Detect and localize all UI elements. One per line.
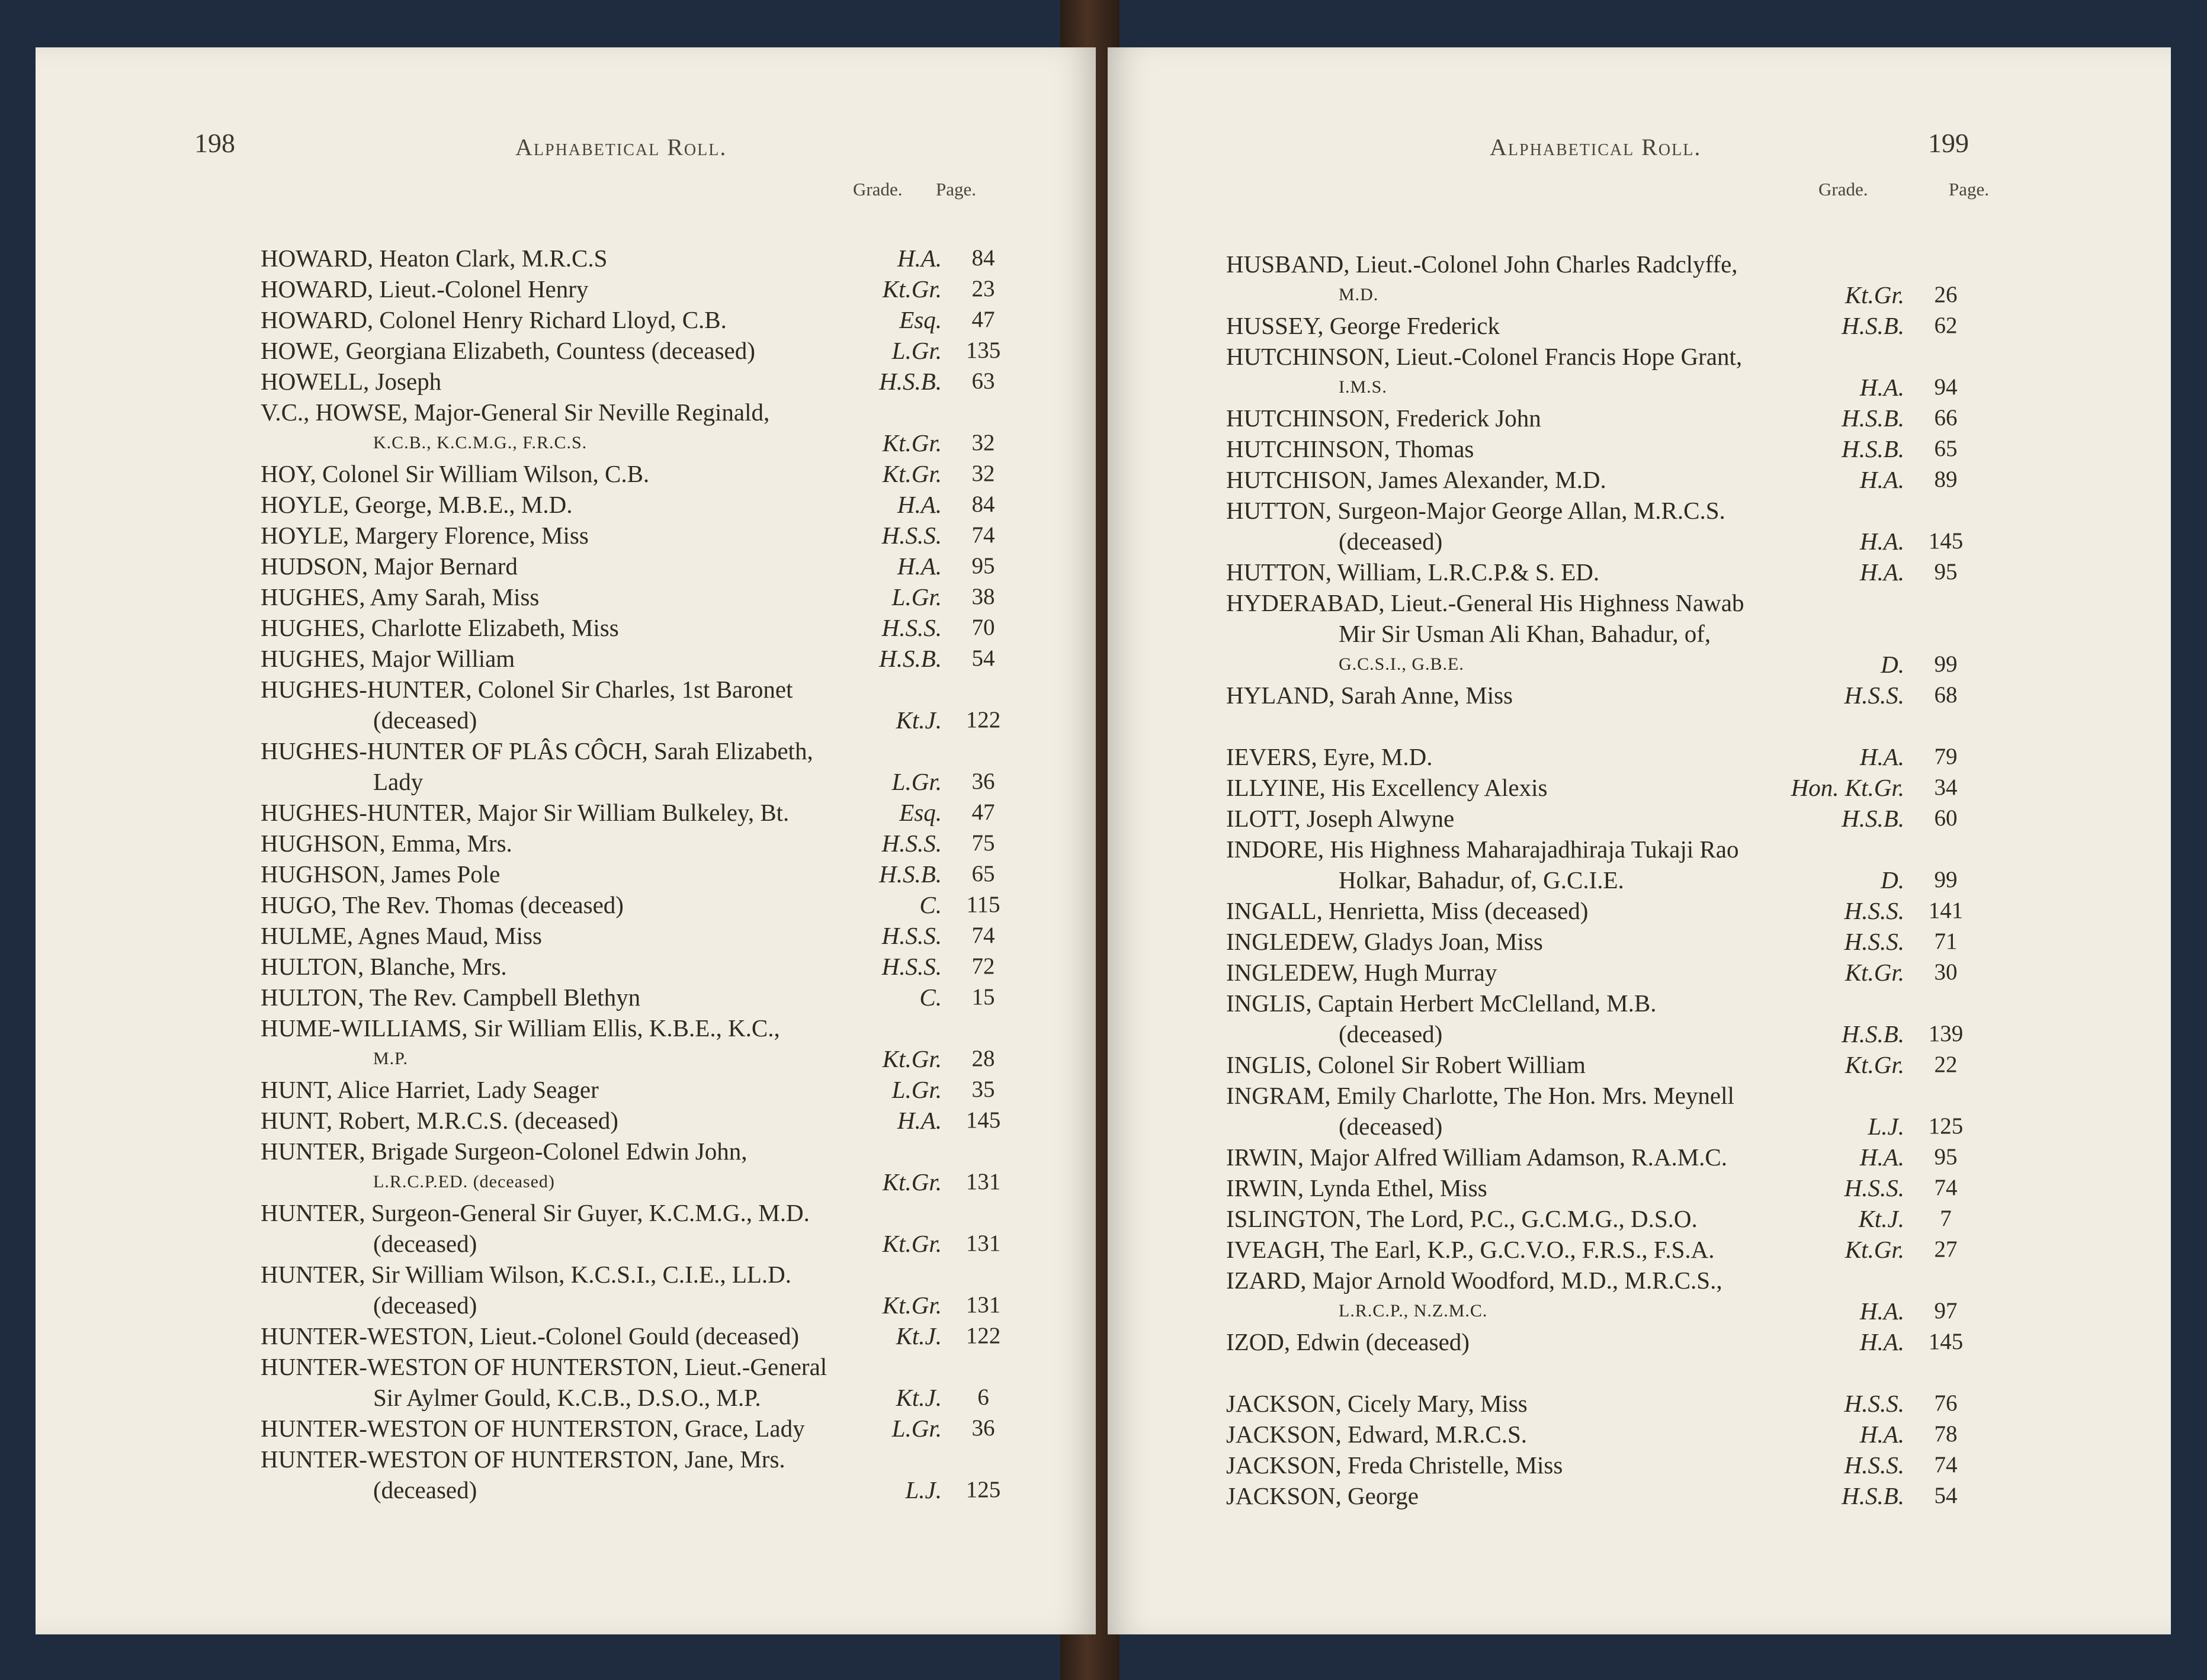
entry-page: 115 — [966, 892, 1000, 917]
list-item — [36, 643, 1042, 674]
entry-grade: H.S.S. — [1844, 928, 1904, 955]
list-item — [1108, 1265, 2032, 1296]
list-item — [36, 274, 1042, 304]
entry-page: 47 — [971, 799, 995, 825]
entry-text: IZOD, Edwin (deceased) — [1226, 1328, 1470, 1355]
entry-text: HOY, Colonel Sir William Wilson, C.B. — [261, 460, 650, 487]
entry-grade: H.S.B. — [879, 645, 942, 672]
entry-text: IRWIN, Major Alfred William Adamson, R.A.M.C. — [1226, 1143, 1728, 1171]
entry-text: INGLEDEW, Hugh Murray — [1226, 959, 1497, 986]
entry-grade: H.S.B. — [1842, 435, 1904, 462]
list-item — [36, 520, 1042, 551]
entry-page: 27 — [1934, 1236, 1958, 1262]
entry-text: ILOTT, Joseph Alwyne — [1226, 805, 1455, 832]
entry-grade: H.S.S. — [1844, 897, 1904, 924]
entry-page: 66 — [1934, 405, 1958, 431]
entry-grade: H.S.S. — [1844, 1451, 1904, 1479]
entry-text: HUSSEY, George Frederick — [1226, 312, 1500, 339]
entry-page: 75 — [971, 830, 995, 856]
entry-text: HUME-WILLIAMS, Sir William Ellis, K.B.E., K.C., — [261, 1014, 780, 1042]
entry-page: 26 — [1934, 282, 1958, 307]
entry-text: G.C.S.I., G.B.E. — [1339, 654, 1464, 674]
entry-page: 47 — [971, 307, 995, 332]
list-item — [1108, 803, 2032, 834]
entry-text: HUNT, Robert, M.R.C.S. (deceased) — [261, 1107, 618, 1134]
entry-text: HUNTER, Brigade Surgeon-Colonel Edwin John, — [261, 1138, 748, 1165]
entry-grade: Kt.Gr. — [882, 1292, 942, 1319]
entry-grade: Kt.Gr. — [882, 1230, 942, 1257]
list-item — [1108, 834, 2032, 865]
entry-grade: C. — [919, 984, 942, 1011]
entry-grade: Kt.Gr. — [882, 429, 942, 457]
entry-grade: H.S.S. — [881, 953, 942, 980]
entry-grade: Kt.Gr. — [882, 460, 942, 487]
entry-text: INDORE, His Highness Maharajadhiraja Tukaji Rao — [1226, 836, 1739, 863]
entry-page: 131 — [965, 1292, 1001, 1318]
list-item — [36, 1413, 1042, 1444]
entry-page: 32 — [971, 430, 995, 455]
entry-page: 131 — [965, 1231, 1001, 1256]
list-item — [36, 1321, 1042, 1351]
entry-page: 122 — [965, 707, 1001, 733]
list-item — [36, 1167, 1042, 1197]
list-item — [1108, 1173, 2032, 1203]
entry-text: HUNT, Alice Harriet, Lady Seager — [261, 1076, 599, 1103]
entry-text: HUGHSON, James Pole — [261, 860, 501, 888]
entry-grade: H.A. — [1859, 1143, 1904, 1171]
entry-text: HUSBAND, Lieut.-Colonel John Charles Radclyffe, — [1226, 250, 1738, 278]
entry-grade: H.S.B. — [1842, 1482, 1904, 1509]
entry-text: HOWELL, Joseph — [261, 368, 442, 395]
entry-text: INGLEDEW, Gladys Joan, Miss — [1226, 928, 1543, 955]
entry-text: HOYLE, Margery Florence, Miss — [261, 522, 589, 549]
entry-page: 36 — [971, 1415, 995, 1441]
list-item — [1108, 1419, 2032, 1450]
list-item — [36, 982, 1042, 1013]
entry-page: 65 — [1934, 436, 1958, 461]
entry-grade: H.A. — [1859, 1328, 1904, 1355]
entry-text: I.M.S. — [1339, 377, 1387, 397]
entry-grade: H.A. — [1859, 466, 1904, 493]
list-item — [1108, 310, 2032, 341]
entry-text: M.P. — [373, 1049, 409, 1068]
list-item — [1108, 1326, 2032, 1357]
entry-text: L.R.C.P.ED. (deceased) — [373, 1172, 555, 1191]
list-item — [1108, 341, 2032, 372]
list-item — [36, 304, 1042, 335]
list-item — [36, 1351, 1042, 1382]
entry-grade: L.Gr. — [891, 768, 942, 795]
entry-grade: H.A. — [1859, 1297, 1904, 1325]
entry-grade: Kt.J. — [896, 1384, 942, 1411]
list-item — [1108, 865, 2032, 895]
entry-text: (deceased) — [373, 1292, 477, 1319]
entry-text: HULTON, The Rev. Campbell Blethyn — [261, 984, 641, 1011]
entry-page: 72 — [971, 953, 995, 979]
entry-grade: H.A. — [1859, 558, 1904, 586]
list-item — [36, 1228, 1042, 1259]
entry-page: 60 — [1934, 805, 1958, 831]
list-item — [1108, 464, 2032, 495]
entry-grade: D. — [1881, 866, 1904, 894]
list-item — [1108, 957, 2032, 988]
entry-grade: L.Gr. — [891, 1076, 942, 1103]
entry-text: Holkar, Bahadur, of, G.C.I.E. — [1339, 866, 1624, 894]
entry-page: 36 — [971, 769, 995, 794]
list-item — [36, 335, 1042, 366]
entry-text: JACKSON, George — [1226, 1482, 1419, 1509]
entry-text: IZARD, Major Arnold Woodford, M.D., M.R.C.S., — [1226, 1267, 1722, 1294]
list-item — [1108, 926, 2032, 957]
entry-page: 6 — [977, 1385, 989, 1410]
entry-text: (deceased) — [1339, 1020, 1443, 1048]
list-item — [1108, 1049, 2032, 1080]
entry-text: HYDERABAD, Lieut.-General His Highness Nawab — [1226, 589, 1744, 616]
list-item — [1108, 1450, 2032, 1480]
list-item — [1108, 741, 2032, 772]
entry-text: (deceased) — [373, 1476, 477, 1504]
list-item — [1108, 587, 2032, 618]
entry-page: 99 — [1934, 867, 1958, 892]
list-item — [36, 366, 1042, 397]
list-item — [1108, 1357, 2032, 1388]
entry-page: 78 — [1934, 1421, 1958, 1447]
entry-page: 54 — [971, 645, 995, 671]
entry-text: HOWARD, Colonel Henry Richard Lloyd, C.B. — [261, 306, 727, 333]
entry-page: 74 — [971, 923, 995, 948]
entry-page: 84 — [971, 492, 995, 517]
entry-page: 122 — [965, 1323, 1001, 1348]
list-item — [1108, 433, 2032, 464]
list-item — [36, 674, 1042, 705]
entry-page: 76 — [1934, 1390, 1958, 1416]
entry-page: 99 — [1934, 651, 1958, 677]
entry-page: 145 — [1928, 528, 1964, 554]
entry-text: HUGHES-HUNTER, Colonel Sir Charles, 1st Baronet — [261, 676, 793, 703]
entry-grade: Esq. — [899, 799, 942, 826]
entry-page: 145 — [1928, 1329, 1964, 1354]
entry-grade: Kt.J. — [1858, 1205, 1904, 1232]
entry-page: 97 — [1934, 1298, 1958, 1324]
entry-grade: L.Gr. — [891, 337, 942, 364]
entry-grade: C. — [919, 891, 942, 918]
entry-grade: Kt.Gr. — [882, 1045, 942, 1072]
entry-text: HUGHES-HUNTER, Major Sir William Bulkeley, Bt. — [261, 799, 790, 826]
entry-text: IEVERS, Eyre, M.D. — [1226, 743, 1433, 770]
entry-text: HYLAND, Sarah Anne, Miss — [1226, 682, 1513, 709]
entry-grade: Kt.J. — [896, 706, 942, 734]
grade-column-heading: Grade. — [853, 179, 903, 200]
entry-grade: Kt.Gr. — [1844, 959, 1904, 986]
list-item — [36, 1444, 1042, 1475]
list-item — [36, 1013, 1042, 1043]
entry-text: K.C.B., K.C.M.G., F.R.C.S. — [373, 433, 588, 452]
entry-text: IRWIN, Lynda Ethel, Miss — [1226, 1174, 1487, 1202]
entry-grade: Kt.J. — [896, 1322, 942, 1350]
entry-text: HUNTER, Sir William Wilson, K.C.S.I., C.I.E., LL.D. — [261, 1261, 792, 1288]
entry-text: HOWARD, Heaton Clark, M.R.C.S — [261, 245, 608, 272]
list-item — [36, 920, 1042, 951]
entry-text: HUGHES-HUNTER OF PLÂS CÔCH, Sarah Elizabeth, — [261, 737, 813, 764]
list-item — [36, 1259, 1042, 1290]
entry-grade: L.J. — [1868, 1113, 1904, 1140]
entry-grade: Kt.Gr. — [1844, 281, 1904, 309]
list-item — [1108, 1019, 2032, 1049]
entry-grade: H.A. — [1859, 1421, 1904, 1448]
entry-grade: H.A. — [897, 491, 942, 518]
entry-list — [1108, 47, 2171, 1634]
list-item — [1108, 495, 2032, 526]
entry-grade: H.S.S. — [881, 830, 942, 857]
entry-grade: Kt.Gr. — [882, 275, 942, 303]
entry-text: HUTCHINSON, Thomas — [1226, 435, 1474, 462]
list-item — [1108, 249, 2032, 280]
right-page — [1108, 47, 2171, 1634]
list-item — [36, 1043, 1042, 1074]
entry-page: 79 — [1934, 744, 1958, 769]
entry-grade: H.S.B. — [1842, 404, 1904, 432]
entry-text: HOWARD, Lieut.-Colonel Henry — [261, 275, 589, 303]
entry-text: HULTON, Blanche, Mrs. — [261, 953, 507, 980]
entry-text: HUNTER, Surgeon-General Sir Guyer, K.C.M.G., M.D. — [261, 1199, 810, 1226]
list-item — [36, 1290, 1042, 1321]
entry-text: JACKSON, Freda Christelle, Miss — [1226, 1451, 1563, 1479]
entry-grade: Esq. — [899, 306, 942, 333]
entry-page: 23 — [971, 276, 995, 301]
entry-page: 131 — [965, 1169, 1001, 1194]
entry-page: 141 — [1928, 898, 1964, 923]
entry-text: HUGHES, Amy Sarah, Miss — [261, 583, 540, 611]
entry-grade: H.S.B. — [1842, 1020, 1904, 1048]
entry-text: (deceased) — [1339, 528, 1443, 555]
entry-text: Lady — [373, 768, 424, 795]
entry-page: 125 — [1928, 1113, 1964, 1139]
list-item — [1108, 280, 2032, 310]
entry-grade: H.A. — [1859, 528, 1904, 555]
list-item — [1108, 618, 2032, 649]
entry-text: Sir Aylmer Gould, K.C.B., D.S.O., M.P. — [373, 1384, 761, 1411]
entry-text: HUNTER-WESTON OF HUNTERSTON, Grace, Lady — [261, 1415, 805, 1442]
entry-page: 32 — [971, 461, 995, 486]
list-item — [36, 705, 1042, 735]
entry-page: 95 — [971, 553, 995, 579]
list-item — [1108, 1080, 2032, 1111]
entry-text: (deceased) — [1339, 1113, 1443, 1140]
list-item — [1108, 1296, 2032, 1326]
list-item — [36, 1074, 1042, 1105]
entry-grade: H.A. — [897, 245, 942, 272]
entry-grade: L.J. — [905, 1476, 942, 1504]
list-item — [1108, 1111, 2032, 1142]
entry-page: 7 — [1940, 1206, 1952, 1231]
entry-page: 54 — [1934, 1483, 1958, 1508]
entry-text: HUGHES, Charlotte Elizabeth, Miss — [261, 614, 619, 641]
list-item — [1108, 649, 2032, 680]
entry-text: (deceased) — [373, 1230, 477, 1257]
entry-list — [36, 47, 1096, 1634]
page-column-heading: Page. — [1949, 179, 1990, 200]
list-item — [36, 828, 1042, 859]
entry-page: 68 — [1934, 682, 1958, 708]
page-number: 199 — [1928, 128, 1969, 158]
entry-text: JACKSON, Cicely Mary, Miss — [1226, 1390, 1528, 1417]
entry-text: INGALL, Henrietta, Miss (deceased) — [1226, 897, 1589, 924]
entry-text: HUGO, The Rev. Thomas (deceased) — [261, 891, 624, 918]
entry-text: HUTCHISON, James Alexander, M.D. — [1226, 466, 1606, 493]
entry-grade: H.S.B. — [879, 860, 942, 888]
entry-text: INGLIS, Captain Herbert McClelland, M.B. — [1226, 990, 1657, 1017]
entry-grade: H.S.B. — [879, 368, 942, 395]
list-item — [1108, 772, 2032, 803]
list-item — [36, 243, 1042, 274]
entry-page: 135 — [965, 338, 1001, 363]
entry-grade: H.A. — [1859, 374, 1904, 401]
entry-text: HUTTON, Surgeon-Major George Allan, M.R.C.S. — [1226, 497, 1725, 524]
entry-grade: H.S.S. — [881, 922, 942, 949]
entry-grade: H.S.S. — [881, 522, 942, 549]
list-item — [36, 889, 1042, 920]
entry-page: 34 — [1934, 775, 1958, 800]
entry-text: ILLYINE, His Excellency Alexis — [1226, 774, 1548, 801]
page-column-heading: Page. — [936, 179, 977, 200]
list-item — [36, 1197, 1042, 1228]
entry-text: L.R.C.P., N.Z.M.C. — [1339, 1301, 1488, 1321]
grade-column-heading: Grade. — [1818, 179, 1868, 200]
entry-grade: H.S.B. — [1842, 805, 1904, 832]
list-item — [36, 766, 1042, 797]
running-header: Alphabetical Roll. — [1490, 134, 1702, 160]
entry-text: HUTCHINSON, Lieut.-Colonel Francis Hope Grant, — [1226, 343, 1743, 370]
list-item — [36, 551, 1042, 582]
entry-text: JACKSON, Edward, M.R.C.S. — [1226, 1421, 1527, 1448]
list-item — [36, 1475, 1042, 1505]
entry-page: 70 — [971, 615, 995, 640]
entry-grade: Hon. Kt.Gr. — [1791, 774, 1904, 801]
entry-text: HUGHSON, Emma, Mrs. — [261, 830, 512, 857]
entry-text: M.D. — [1339, 285, 1379, 304]
list-item — [1108, 1480, 2032, 1511]
entry-page: 139 — [1928, 1021, 1964, 1046]
entry-page: 30 — [1934, 959, 1958, 985]
entry-text: HUNTER-WESTON OF HUNTERSTON, Lieut.-General — [261, 1353, 827, 1380]
entry-page: 125 — [965, 1477, 1001, 1502]
entry-text: (deceased) — [373, 706, 477, 734]
entry-grade: D. — [1881, 651, 1904, 678]
list-item — [36, 859, 1042, 889]
page-number: 198 — [194, 128, 235, 158]
entry-grade: H.A. — [1859, 743, 1904, 770]
entry-text: INGRAM, Emily Charlotte, The Hon. Mrs. Meynell — [1226, 1082, 1734, 1109]
entry-page: 62 — [1934, 313, 1958, 338]
list-item — [1108, 988, 2032, 1019]
entry-page: 74 — [1934, 1175, 1958, 1200]
list-item — [36, 1382, 1042, 1413]
list-item — [36, 458, 1042, 489]
entry-text: HUTCHINSON, Frederick John — [1226, 404, 1541, 432]
list-item — [36, 489, 1042, 520]
list-item — [36, 612, 1042, 643]
list-item — [1108, 557, 2032, 587]
entry-grade: H.S.S. — [1844, 1390, 1904, 1417]
list-item — [1108, 403, 2032, 433]
list-item — [36, 1136, 1042, 1167]
entry-text: IVEAGH, The Earl, K.P., G.C.V.O., F.R.S., F.S.A. — [1226, 1236, 1715, 1263]
entry-grade: H.S.S. — [1844, 682, 1904, 709]
entry-page: 74 — [1934, 1452, 1958, 1477]
list-item — [1108, 372, 2032, 403]
entry-page: 35 — [971, 1077, 995, 1102]
list-item — [36, 428, 1042, 458]
entry-page: 65 — [971, 861, 995, 886]
list-item — [36, 797, 1042, 828]
entry-page: 95 — [1934, 1144, 1958, 1170]
entry-grade: H.S.S. — [1844, 1174, 1904, 1202]
list-item — [36, 951, 1042, 982]
list-item — [1108, 1234, 2032, 1265]
entry-grade: H.A. — [897, 1107, 942, 1134]
list-item — [1108, 711, 2032, 741]
entry-text: HUNTER-WESTON, Lieut.-Colonel Gould (deceased) — [261, 1322, 799, 1350]
entry-page: 38 — [971, 584, 995, 609]
entry-grade: Kt.Gr. — [1844, 1236, 1904, 1263]
left-page — [36, 47, 1096, 1634]
entry-page: 94 — [1934, 374, 1958, 400]
list-item — [1108, 1388, 2032, 1419]
entry-page: 145 — [965, 1107, 1001, 1133]
entry-grade: H.A. — [897, 552, 942, 580]
entry-text: HUDSON, Major Bernard — [261, 552, 518, 580]
entry-grade: Kt.Gr. — [1844, 1051, 1904, 1078]
list-item — [1108, 895, 2032, 926]
entry-grade: Kt.Gr. — [882, 1168, 942, 1196]
entry-text: V.C., HOWSE, Major-General Sir Neville Reginald, — [261, 399, 770, 426]
entry-page: 95 — [1934, 559, 1958, 584]
entry-page: 15 — [971, 984, 995, 1010]
entry-page: 28 — [971, 1046, 995, 1071]
entry-grade: L.Gr. — [891, 583, 942, 611]
entry-text: HOYLE, George, M.B.E., M.D. — [261, 491, 573, 518]
entry-text: INGLIS, Colonel Sir Robert William — [1226, 1051, 1586, 1078]
entry-page: 71 — [1934, 929, 1958, 954]
list-item — [1108, 1142, 2032, 1173]
entry-text: HUTTON, William, L.R.C.P.& S. ED. — [1226, 558, 1600, 586]
list-item — [36, 735, 1042, 766]
list-item — [36, 1105, 1042, 1136]
entry-grade: L.Gr. — [891, 1415, 942, 1442]
list-item — [1108, 1203, 2032, 1234]
list-item — [36, 397, 1042, 428]
entry-text: ISLINGTON, The Lord, P.C., G.C.M.G., D.S.O. — [1226, 1205, 1698, 1232]
entry-page: 89 — [1934, 467, 1958, 492]
entry-page: 74 — [971, 522, 995, 548]
entry-text: Mir Sir Usman Ali Khan, Bahadur, of, — [1339, 620, 1711, 647]
entry-text: HULME, Agnes Maud, Miss — [261, 922, 542, 949]
entry-text: HUGHES, Major William — [261, 645, 515, 672]
entry-page: 22 — [1934, 1052, 1958, 1077]
entry-grade: H.S.B. — [1842, 312, 1904, 339]
entry-page: 63 — [971, 368, 995, 394]
running-header: Alphabetical Roll. — [515, 134, 727, 160]
list-item — [1108, 526, 2032, 557]
list-item — [36, 582, 1042, 612]
entry-text: HUNTER-WESTON OF HUNTERSTON, Jane, Mrs. — [261, 1445, 785, 1473]
entry-text: HOWE, Georgiana Elizabeth, Countess (deceased) — [261, 337, 755, 364]
entry-page: 84 — [971, 245, 995, 271]
entry-grade: H.S.S. — [881, 614, 942, 641]
list-item — [1108, 680, 2032, 711]
